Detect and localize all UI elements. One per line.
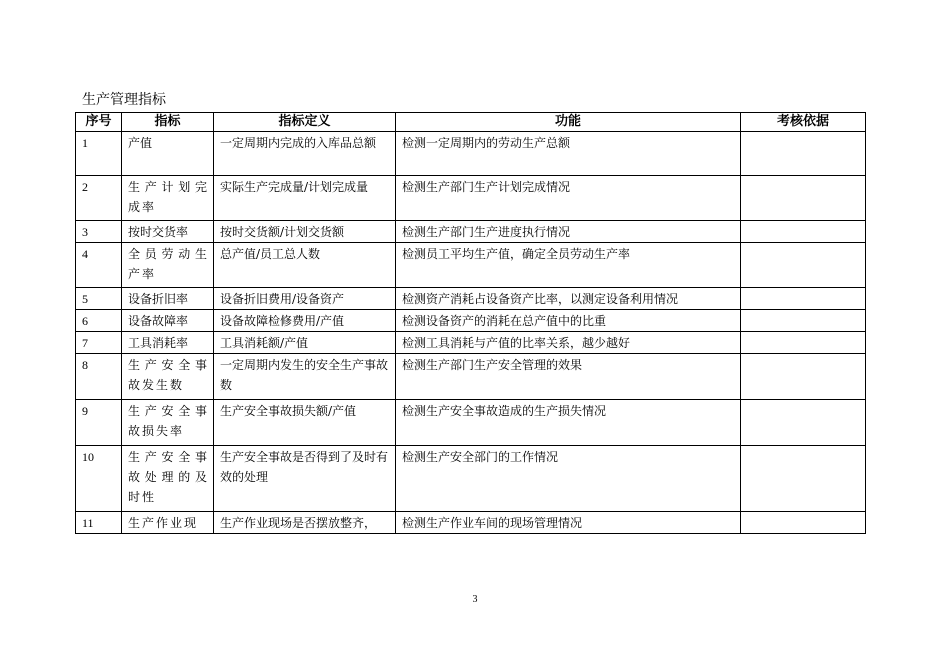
cell-indicator: 设备折旧率 bbox=[122, 288, 214, 310]
cell-no: 10 bbox=[76, 446, 122, 512]
cell-function: 检测生产安全事故造成的生产损失情况 bbox=[396, 400, 741, 446]
cell-indicator: 生产安全事故损失率 bbox=[122, 400, 214, 446]
cell-definition: 生产安全事故损失额/产值 bbox=[214, 400, 396, 446]
cell-basis bbox=[741, 132, 866, 176]
cell-no: 7 bbox=[76, 332, 122, 354]
cell-definition: 设备折旧费用/设备资产 bbox=[214, 288, 396, 310]
cell-indicator: 按时交货率 bbox=[122, 221, 214, 243]
cell-function: 检测生产部门生产计划完成情况 bbox=[396, 176, 741, 221]
cell-no: 1 bbox=[76, 132, 122, 176]
cell-function: 检测生产部门生产安全管理的效果 bbox=[396, 354, 741, 400]
cell-definition: 一定周期内发生的安全生产事故数 bbox=[214, 354, 396, 400]
header-no: 序号 bbox=[76, 113, 122, 132]
header-basis: 考核依据 bbox=[741, 113, 866, 132]
cell-indicator: 全员劳动生产率 bbox=[122, 243, 214, 288]
cell-indicator: 工具消耗率 bbox=[122, 332, 214, 354]
cell-basis bbox=[741, 243, 866, 288]
cell-no: 2 bbox=[76, 176, 122, 221]
table-header-row bbox=[76, 113, 866, 132]
cell-no: 9 bbox=[76, 400, 122, 446]
page-number: 3 bbox=[472, 594, 478, 605]
cell-definition: 生产作业现场是否摆放整齐， bbox=[214, 512, 396, 534]
cell-function: 检测员工平均生产值，确定全员劳动生产率 bbox=[396, 243, 741, 288]
cell-basis bbox=[741, 354, 866, 400]
cell-indicator: 生产安全事故处理的及时性 bbox=[122, 446, 214, 512]
indicator-table bbox=[75, 112, 866, 534]
cell-indicator: 产值 bbox=[122, 132, 214, 176]
cell-no: 3 bbox=[76, 221, 122, 243]
table-row bbox=[76, 400, 866, 446]
table-row bbox=[76, 354, 866, 400]
header-definition: 指标定义 bbox=[214, 113, 396, 132]
cell-function: 检测生产作业车间的现场管理情况 bbox=[396, 512, 741, 534]
cell-definition: 生产安全事故是否得到了及时有效的处理 bbox=[214, 446, 396, 512]
cell-indicator: 生产计划完成率 bbox=[122, 176, 214, 221]
cell-definition: 一定周期内完成的入库品总额 bbox=[214, 132, 396, 176]
cell-basis bbox=[741, 288, 866, 310]
cell-indicator: 生产安全事故发生数 bbox=[122, 354, 214, 400]
cell-definition: 总产值/员工总人数 bbox=[214, 243, 396, 288]
cell-function: 检测一定周期内的劳动生产总额 bbox=[396, 132, 741, 176]
cell-function: 检测设备资产的消耗在总产值中的比重 bbox=[396, 310, 741, 332]
table-row bbox=[76, 221, 866, 243]
cell-function: 检测生产安全部门的工作情况 bbox=[396, 446, 741, 512]
cell-definition: 工具消耗额/产值 bbox=[214, 332, 396, 354]
document-title: 生产管理指标 bbox=[82, 92, 166, 108]
table-row bbox=[76, 446, 866, 512]
table-row bbox=[76, 288, 866, 310]
cell-function: 检测工具消耗与产值的比率关系，越少越好 bbox=[396, 332, 741, 354]
cell-indicator: 设备故障率 bbox=[122, 310, 214, 332]
cell-basis bbox=[741, 176, 866, 221]
cell-no: 4 bbox=[76, 243, 122, 288]
table-row bbox=[76, 243, 866, 288]
header-indicator: 指标 bbox=[122, 113, 214, 132]
cell-function: 检测生产部门生产进度执行情况 bbox=[396, 221, 741, 243]
cell-basis bbox=[741, 512, 866, 534]
cell-no: 5 bbox=[76, 288, 122, 310]
cell-no: 11 bbox=[76, 512, 122, 534]
cell-definition: 设备故障检修费用/产值 bbox=[214, 310, 396, 332]
cell-basis bbox=[741, 221, 866, 243]
table-row bbox=[76, 176, 866, 221]
cell-basis bbox=[741, 332, 866, 354]
cell-definition: 按时交货额/计划交货额 bbox=[214, 221, 396, 243]
table-row bbox=[76, 332, 866, 354]
cell-definition: 实际生产完成量/计划完成量 bbox=[214, 176, 396, 221]
cell-indicator: 生产作业现 bbox=[122, 512, 214, 534]
table-row bbox=[76, 310, 866, 332]
cell-basis bbox=[741, 446, 866, 512]
cell-basis bbox=[741, 400, 866, 446]
table-row bbox=[76, 132, 866, 176]
cell-function: 检测资产消耗占设备资产比率，以测定设备利用情况 bbox=[396, 288, 741, 310]
table-row bbox=[76, 512, 866, 534]
cell-no: 8 bbox=[76, 354, 122, 400]
cell-basis bbox=[741, 310, 866, 332]
cell-no: 6 bbox=[76, 310, 122, 332]
header-function: 功能 bbox=[396, 113, 741, 132]
